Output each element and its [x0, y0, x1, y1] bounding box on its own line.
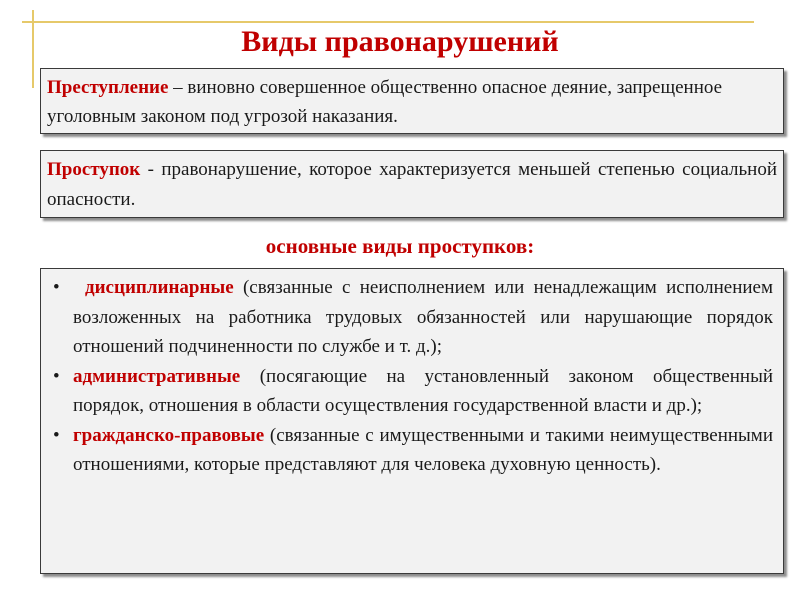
crime-term: Преступление [47, 77, 169, 98]
kind-description: (связанные с имущественными и такими неимущественными отношениями, которые представляют для человека духовную ценность). [73, 424, 773, 475]
bullet-icon: • [53, 424, 60, 446]
kinds-list [47, 273, 773, 480]
kind-name: дисциплинарные [85, 277, 234, 298]
kinds-box [40, 268, 784, 574]
list-item [47, 362, 773, 421]
bullet-icon: • [53, 365, 60, 387]
crime-definition-box [40, 68, 784, 134]
misdemeanor-definition-box [40, 150, 784, 218]
kind-description: (посягающие на установленный законом общественный порядок, отношения в области осуществления государственной власти и др.); [73, 365, 773, 416]
kinds-subtitle: основные виды проступков: [265, 234, 535, 258]
kind-name: административные [73, 365, 241, 387]
list-item [47, 273, 773, 362]
kind-description: (связанные с неисполнением или ненадлежащим исполнением возложенных на работника трудовых обязанностей или нарушающие порядок отношений подчиненности по службе и т. д.); [73, 277, 773, 357]
bullet-icon: • [53, 277, 60, 298]
list-item [47, 421, 773, 480]
misdemeanor-definition: - правонарушение, которое характеризуется меньшей степенью социальной опасности. [47, 159, 777, 210]
kind-name: гражданско-правовые [73, 424, 265, 446]
slide-title: Виды правонарушений [241, 25, 559, 58]
crime-definition: – виновно совершенное общественно опасное деяние, запрещенное уголовным законом под угрозой наказания. [47, 77, 723, 127]
misdemeanor-term: Проступок [47, 159, 141, 180]
